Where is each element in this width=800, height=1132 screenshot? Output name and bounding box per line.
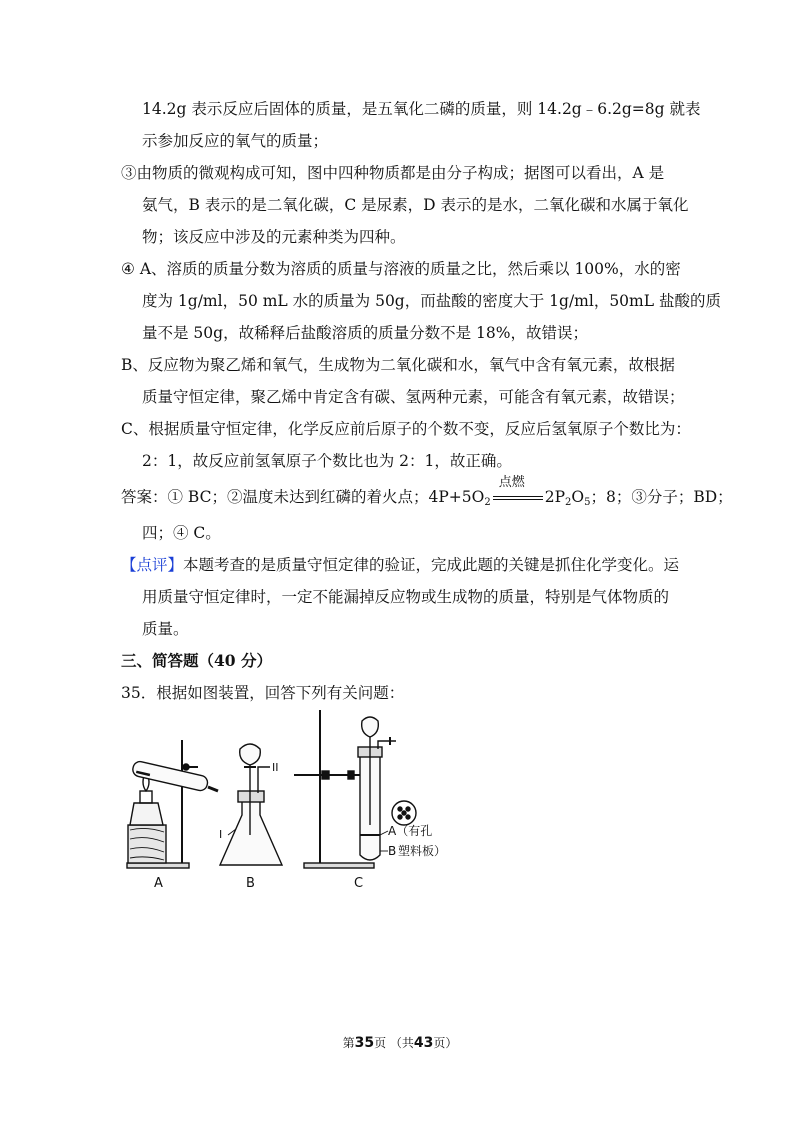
reaction-condition [491,475,545,508]
subscript: 2 [565,497,572,508]
answer-text: O [571,488,585,506]
hole [406,815,410,819]
apparatus-c [294,710,446,891]
lamp-neck [140,791,152,803]
answer-text: 答案：① BC；②温度未达到红磷的着火点；4P+5O [121,488,485,506]
alcohol-lamp [130,803,163,825]
label-perforated-plate: A（有孔 [388,824,433,838]
text-line: 用质量守恒定律时，一定不能漏掉反应物或生成物的质量，特别是气体物质的 [142,588,670,606]
label-a: A [154,876,163,891]
comment-line [121,554,679,576]
text-line: 质量。 [142,620,189,638]
apparatus-a [127,740,218,891]
label-tube-b: B [388,844,397,858]
text-line: 14.2g 表示反应后固体的质量，是五氧化二磷的质量，则 14.2g﹣6.2g=8g 就表 [142,100,701,118]
text-line: 量不是 50g，故稀释后盐酸溶质的质量分数不是 18%，故错误； [142,324,588,342]
footer-suffix: 页） [433,1036,458,1050]
answer-text: 2P [544,488,565,506]
footer-prefix: 第 [342,1036,355,1050]
page-total: 43 [413,1035,434,1051]
stand-base [304,863,374,868]
text-line: B、反应物为聚乙烯和氧气，生成物为二氧化碳和水，氧气中含有氧元素，故根据 [121,356,675,374]
stand-base [127,863,189,868]
funnel [362,717,379,737]
apparatus-b [219,744,282,891]
hole [398,815,402,819]
separatory-funnel [240,744,261,765]
hole [398,807,402,811]
text-line: 质量守恒定律，聚乙烯中肯定含有碳、氢两种元素，可能含有氧元素，故错误； [142,388,685,406]
subscript: 5 [584,497,591,508]
text-line: ③由物质的微观构成可知，图中四种物质都是由分子构成；据图可以看出，A 是 [121,164,665,182]
clamp-screw [348,771,354,779]
stopper [208,787,218,791]
hole [402,811,406,815]
comment-tag: 【点评】 [121,556,184,574]
text-line: 四；④ C。 [142,524,221,542]
subscript: 2 [484,497,491,508]
text-line: 氨气，B 表示的是二氧化碳，C 是尿素，D 表示的是水，二氧化碳和水属于氧化 [142,196,689,214]
text-line: 度为 1g/ml，50 mL 水的质量为 50g，而盐酸的密度大于 1g/ml，50mL 盐酸的质 [142,292,721,310]
label-perforated-plate-2: 塑料板） [398,844,447,858]
text-line: ④ A、溶质的质量分数为溶质的质量与溶液的质量之比，然后乘以 100%，水的密 [121,260,681,278]
equals-bar [493,496,543,500]
section-heading: 三、简答题（40 分） [121,651,272,670]
apparatus-figure [122,705,472,895]
flask-stopper [238,791,264,802]
answer-line [121,475,733,514]
conical-flask [220,801,282,865]
hole [406,807,410,811]
page-number: 35 [354,1035,375,1051]
clamp-screw [183,764,189,770]
label-c: C [354,876,364,891]
clamp-boss [322,771,329,779]
text-line: 物；该反应中涉及的元素种类为四种。 [142,228,406,246]
pointer-line [380,831,388,835]
footer-mid: 页 （共 [374,1036,414,1050]
question-35: 35．根据如图装置，回答下列有关问题： [121,684,405,702]
delivery-tube [258,767,270,793]
text-line: 示参加反应的氧气的质量； [142,132,329,150]
label-roman-1: I [219,828,223,841]
answer-text: ；8；③分子；BD； [590,488,733,506]
test-tube [131,760,208,792]
page-footer [0,1034,800,1051]
text-line: C、根据质量守恒定律，化学反应前后原子的个数不变，反应后氢氧原子个数比为： [121,420,691,438]
label-roman-2: II [272,761,279,774]
condition-text: 点燃 [498,475,525,490]
comment-text: 本题考查的是质量守恒定律的验证，完成此题的关键是抓住化学变化。运 [183,556,680,574]
text-line: 2：1，故反应前氢氧原子个数比也为 2：1，故正确。 [142,452,512,470]
label-b: B [246,876,255,891]
